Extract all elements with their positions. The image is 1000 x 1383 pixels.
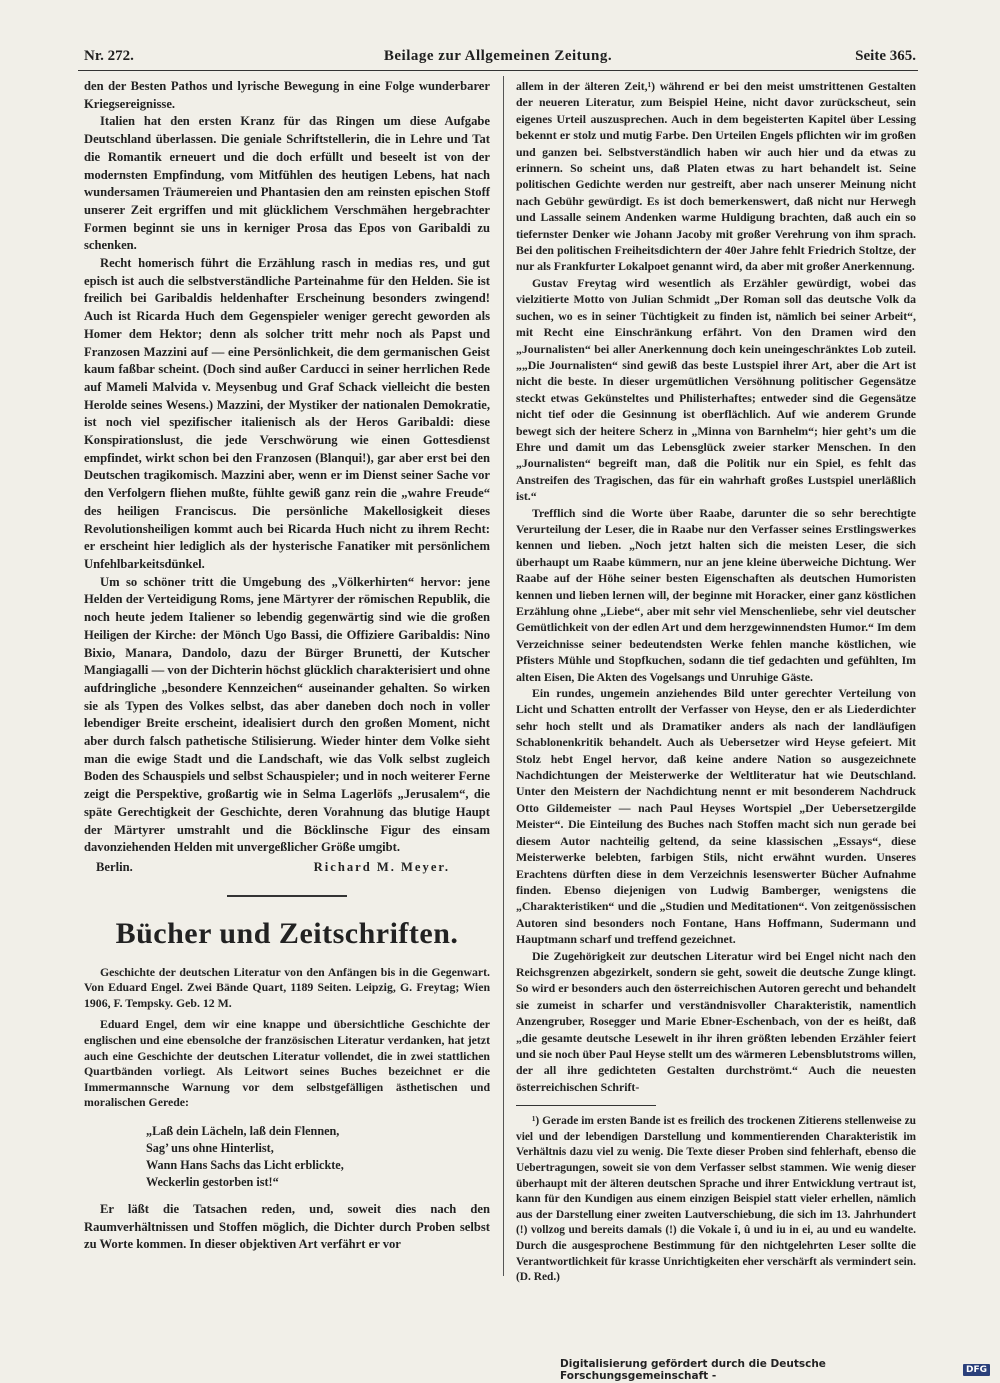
place: Berlin. xyxy=(96,859,133,874)
review-intro: Eduard Engel, dem wir eine knappe und übersichtliche Geschichte der englischen und eine ebensolche der französischen Literatur verdanken, hat jetzt auch eine Geschichte der deutschen Literatur vollendet, die in zwei stattlichen Quartbänden vorliegt. Als Leitwort seines Buches bezeichnet er die Immermannsche Warnung vor dem selbstgefälligen ästhetischen und moralischen Gerede: xyxy=(84,1017,490,1110)
page-number: Seite 365. xyxy=(855,48,916,64)
column-divider xyxy=(503,76,504,1276)
article-author: Richard M. Meyer. xyxy=(313,859,450,874)
right-paragraph-4: Ein rundes, ungemein anziehendes Bild unter gerechter Verteilung von Licht und Schatten entrollt der Verfasser von Heyse, den er als Liederdichter sehr hoch stellt und als Dramatiker anders als nach der landläufigen Schablonenkritik behandelt. Auch als Uebersetzer wird Heyse gefeiert. Mit Stolz hebt Engel hervor, daß keine andere Nation so ausgezeichnete Nachdichtungen der Meisterwerke der Weltliteratur hat wie Deutschland. Unter den Meistern der Nachdichtung nennt er mit besonderem Nachdruck Otto Gildemeister — nach Paul Heyses Wortspiel „Der Uebersetzergilde Meister“. Die Einteilung des Buches nach Stoffen macht sich nun gerade bei diesem Autor nachteilig geltend, da seine klassischen „Essays“, diese Meisterwerke belebten, farbigen Stils, nicht erwähnt wurden. Unseres Erachtens dürften diese in dem Verzeichnis lesenswerter Bücher Aufnahme finden. Ebenso diejenigen von Ludwig Bamberger, wenigstens die „Charakteristiken“ und die „Studien und Meditationen“. Von zeitgenössischen Autoren sind besonders noch Fontane, Hans Hoffmann, Sudermann und Hauptmann scharf und treffend gezeichnet. xyxy=(516,686,916,947)
section-title: Bücher und Zeitschriften. xyxy=(115,916,459,950)
article-separator xyxy=(227,895,347,897)
signature-line xyxy=(84,859,490,877)
funding-notice: Digitalisierung gefördert durch die Deutsche Forschungsgemeinschaft - xyxy=(560,1358,826,1382)
right-column xyxy=(516,78,916,1286)
digitization-footer xyxy=(560,1358,990,1382)
left-paragraph-4: Um so schöner tritt die Umgebung des „Völkerhirten“ hervor: jene Helden der Verteidigung Roms, jene Märtyrer der römischen Republik, die noch heute jedem Italiener so lebendig gegenwärtig sind wie die großen Heiligen der Kirche: der Mönch Ugo Bassi, die Offiziere Garibaldis: Nino Bixio, Manara, Dandolo, dazu der Bürger Brunetti, der Kutscher Mangiagalli — von der Dichterin höchst glücklich charakterisiert und ohne aufdringliche „besondere Kennzeichen“ auseinander gehalten. So wirken sie als Typen des Volkes selbst, das aber daneben doch noch in voller lebendiger Breite erscheint, idealisiert durch den großen Moment, nicht aber durch falsch pathetische Stilisierung. Wieder hinter dem Volke sieht man die ewige Stadt und die Landschaft, wie das Volk selbst zugleich Boden des Schauspiels und selbst Schauspieler; und in noch weiterer Ferne zeigt die Perspektive, großartig wie in Selma Lagerlöfs „Jerusalem“, die späte Gerechtigkeit der Geschichte, deren Vorahnung das blutige Haupt der Märtyrer umstrahlt und die Böcklinsche Figur des einsam davonziehenden Helden mit unvergeßlicher Größe umgibt. xyxy=(84,574,490,855)
supplement-title: Beilage zur Allgemeinen Zeitung. xyxy=(383,48,613,64)
poem-line: Weckerlin gestorben ist!“ xyxy=(146,1174,279,1189)
poem-line: Sag’ uns ohne Hinterlist, xyxy=(146,1140,274,1155)
right-paragraph-1: allem in der älteren Zeit,¹) während er bei den meist umstrittenen Gestalten der neueren Literatur, zum Beispiel Heine, nicht davor zurückscheut, sein eigenes Urteil auszusprechen. Auch in dem begeisterten Kapitel über Lessing bekennt er stolz und mutig Farbe. Den Urteilen Engels pflichten wir im großen und ganzen bei. Selbstverständlich haben wir auch hier und da etwas zu erinnern. So scheint uns, daß Platen etwas zu hart behandelt ist. Seine politischen Gedichte werden nur gestreift, aber nach unserer Meinung nicht nach Gebühr gewürdigt. Es ist doch bemerkenswert, daß nicht nur Herwegh und Lassalle seinem Andenken warme Huldigung brachten, daß auch ein so tiefernster Denker wie Johann Jacoby mit großer Verehrung von ihm sprach. Bei den politischen Freiheitsdichtern der 40er Jahre fehlt Friedrich Stoltze, der nur als Frankfurter Lokalpoet genannt wird, da aber mit großer Anerkennung. xyxy=(516,79,916,274)
dfg-logo: DFG xyxy=(963,1364,990,1376)
header-rule xyxy=(78,70,918,71)
right-paragraph-2: Gustav Freytag wird wesentlich als Erzähler gewürdigt, wobei das vielzitierte Motto von Julian Schmidt „Der Roman soll das deutsche Volk da suchen, wo es in seiner Tüchtigkeit zu finden ist, nämlich bei seiner Arbeit“, mit Recht eine Einschränkung erfährt. Von den Dramen wird den „Journalisten“ bei aller Anerkennung doch kein uneingeschränktes Lob zuteil. „„Die Journalisten“ sind gewiß das beste Lustspiel ihrer Art, aber die Art ist nicht die beste. In dieser urgemütlichen Versöhnung politischer Gegensätze steckt etwas Gekünsteltes und Philisterhaftes; entweder sind die Gegensätze nicht tief oder die Gesinnung ist oberflächlich. Auf wie anderem Grunde bewegt sich der heitere Scherz in „Minna von Barnhelm“; hier geht’s um die Ehre und damit um das Lebensglück zweier starker Menschen. In den „Journalisten“ begreift man, daß die Politik nur ein Spiel, es fehlt das Anstreifen des Tragischen, das für ein wahrhaft großes Lustspiel unerläßlich ist.“ xyxy=(516,275,916,504)
left-paragraph-1: den der Besten Pathos und lyrische Bewegung in eine Folge wunderbarer Kriegsereignisse. xyxy=(84,79,490,111)
quoted-poem xyxy=(146,1123,490,1191)
book-citation: Geschichte der deutschen Literatur von den Anfängen bis in die Gegenwart. Von Eduard Engel. Zwei Bände Quart, 1189 Seiten. Leipzig, G. Freytag; Wien 1906, F. Tempsky. Geb. 12 M. xyxy=(84,964,490,1010)
left-column xyxy=(84,78,490,1254)
poem-line: „Laß dein Lächeln, laß dein Flennen, xyxy=(146,1123,340,1138)
footnote: ¹) Gerade im ersten Bande ist es freilich des trockenen Zitierens stellenweise zu viel und der lebendigen Darstellung und kommentierenden Charakteristik im Verhältnis dazu viel zu wenig. Die Texte dieser Proben sind fehlerhaft, ebenso die Uebertragungen, soweit sie von dem Verfasser selbst stammen. Wie wenig dieser überhaupt mit der älteren deutschen Sprache und ihrer Entwicklung vertraut ist, kann für den Kundigen aus einem einzigen Beispiel statt vieler erhellen, nämlich aus der Darstellung einer zweiten Lautverschiebung, die sich im 13. Jahrhundert (!) vollzog und bereits damals (!) die Vokale î, û und iu in ei, au und eu wandelte. Durch die ausgesprochene Bestimmung für den nichtgelehrten Leser sollte die Verantwortlichkeit für krasse Unrichtigkeiten eher verschärft als vermindert sein. (D. Red.) xyxy=(516,1115,916,1284)
issue-number: Nr. 272. xyxy=(84,48,134,64)
left-paragraph-3: Recht homerisch führt die Erzählung rasch in medias res, und gut episch ist auch die selbstverständliche Parteinahme für den Helden. Sie ist freilich bei Garibaldis heldenhafter Erscheinung besonders zwingend! Auch ist Ricarda Huch dem Gegenspieler weniger gerecht geworden als Homer dem Hektor; denn als solcher tritt mehr noch als Papst und Franzosen Mazzini auf — eine Persönlichkeit, die dem germanischen Geist kaum faßbar scheint. (Doch sind außer Carducci in seiner herrlichen Rede auf Mameli Malvida v. Meysenbug und Graf Schack vielleicht die besten Herolde seines Wesens.) Mazzini, der Mystiker der nationalen Demokratie, ist noch viel spezifischer italienisch als der Heros Garibaldi: diese Konspirationslust, die jede Verschwörung wie einen Gottesdienst empfindet, wirkt schon bei den Franzosen (Blanqui!), gar aber erst bei den Deutschen tragikomisch. Mazzini aber, wenn er im Dienst seiner Sache vor den Verfolgern fliehen mußte, fühlte gewiß ganz rein die „wahre Freude“ des heiligen Franciscus. Die persönliche Makellosigkeit dieses Revolutionsheiligen kommt auch bei Ricarda Huch nicht zu ihrem Recht: er erscheint hier lediglich als der hysterische Fanatiker mit persönlichem Unfehlbarkeitsdünkel. xyxy=(84,256,490,571)
left-paragraph-2: Italien hat den ersten Kranz für das Ringen um diese Aufgabe Deutschland überlassen. Die geniale Schriftstellerin, die in Lehre und Tat die Romantik erneuert und die doch erfüllt und beseelt ist von der modernsten Empfindung, vom Mitfühlen des heutigen Lebens, hat nach wundersamen Träumereien und Phantasien den am reinsten epischen Stoff unserer Zeit ergriffen und mit glücklichem Verschmähen hergebrachter Formen beginnt sie uns in kerniger Prosa das Epos von Garibaldi zu schenken. xyxy=(84,114,490,253)
newspaper-page xyxy=(78,40,918,1340)
poem-line: Wann Hans Sachs das Licht erblickte, xyxy=(146,1157,344,1172)
footnote-rule xyxy=(516,1105,656,1106)
review-continue: Er läßt die Tatsachen reden, und, soweit dies nach den Raumverhältnissen und Stoffen möglich, die Dichter durch Proben selbst zu Worte kommen. In dieser objektiven Art verfährt er vor xyxy=(84,1201,490,1252)
page-header xyxy=(78,48,918,70)
right-paragraph-3: Trefflich sind die Worte über Raabe, darunter die so sehr berechtigte Verurteilung der Leser, die in Raabe nur den Verfasser seines Erstlingswerkes kennen und lieben. „Noch jetzt halten sich die meisten Leser, die sich überhaupt um Raabe kümmern, nur an jene kleine überweiche Dichtung. Wer Raabe auf der Höhe seiner besten Eigenschaften als deutschen Humoristen kennen und lieben lernen will, der beginne mit Horacker, einer ganz köstlichen Erzählung ohne „Liebe“, aber mit sehr viel Menschenliebe, sehr viel deutscher Gemütlichkeit von der edlen Art und dem herzgewinnendsten Humor.“ Im dem Verzeichnisse seiner bedeutendsten Werke fehlen manche köstlichen, wie Pfisters Mühle und Stopfkuchen, sodann die tief gedachten und gefühlten, Im alten Eisen, Die Akten des Vogelsangs und Unruhige Gäste. xyxy=(516,505,916,684)
right-paragraph-5: Die Zugehörigkeit zur deutschen Literatur wird bei Engel nicht nach den Reichsgrenzen abgezirkelt, sondern sie geht, soweit die deutsche Zunge klingt. So wird er besonders auch den österreichischen Autoren gerecht und behandelt sie zumeist in scharfer und verständnisvoller Charakteristik, namentlich Anzengruber, Rosegger und Marie Ebner-Eschenbach, von der es heißt, daß „die gesamte deutsche Lesewelt in ihr ihren größten lebenden Erzähler feiert und sie noch über Paul Heyse stellt um des wärmeren Lebensblutstroms willen, der all ihre gedichteten Gestalten durchströmt.“ Auch die neuesten österreichischen Schrift- xyxy=(516,948,916,1094)
